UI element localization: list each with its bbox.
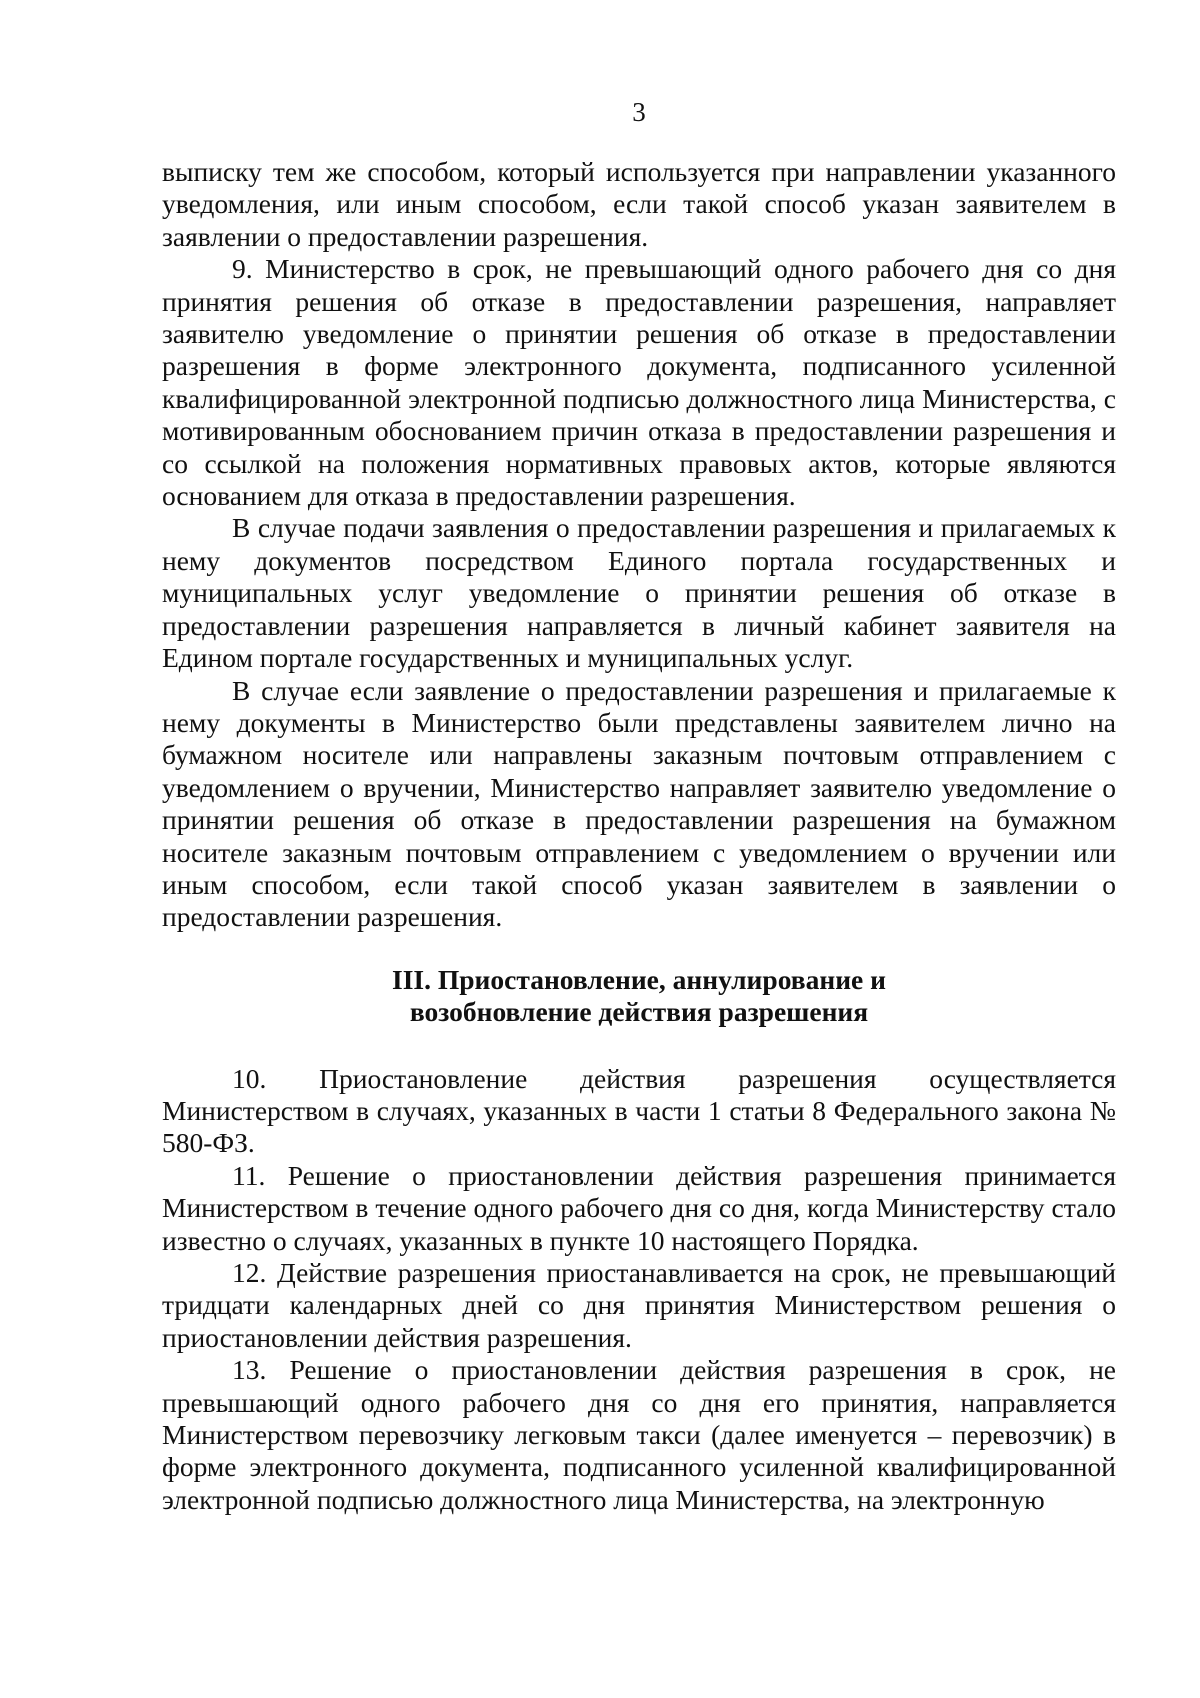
section-heading-line-1: III. Приостановление, аннулирование и bbox=[392, 963, 886, 995]
paragraph-continuation: выписку тем же способом, который используется при направлении указанного уведомления, или иным способом, если такой способ указан заявителем в заявлении о предоставлении разрешения. bbox=[162, 156, 1116, 252]
section-heading-line-2: возобновление действия разрешения bbox=[409, 996, 869, 1028]
paragraph-portal-submission: В случае подачи заявления о предоставлении разрешения и прилагаемых к нему документов посредством Единого портала государственных и муниципальных услуг уведомление о принятии решения об отказе в предоставлении разрешения направляется в личный кабинет заявителя на Едином портале государственных и муниципальных услуг. bbox=[162, 512, 1116, 674]
paragraph-paper-submission: В случае если заявление о предоставлении разрешения и прилагаемые к нему документы в Министерство были представлены заявителем лично на бумажном носителе или направлены заказным почтовым отправлением с уведомлением о вручении, Министерство направляет заявителю уведомление о принятии решения об отказе в предоставлении разрешения на бумажном носителе заказным почтовым отправлением с уведомлением о вручении или иным способом, если такой способ указан заявителем в заявлении о предоставлении разрешения. bbox=[162, 674, 1116, 933]
paragraph-item-11: 11. Решение о приостановлении действия разрешения принимается Министерством в течение одного рабочего дня со дня, когда Министерству стало известно о случаях, указанных в пункте 10 настоящего Порядка. bbox=[162, 1159, 1116, 1256]
paragraph-item-9: 9. Министерство в срок, не превышающий одного рабочего дня со дня принятия решения об отказе в предоставлении разрешения, направляет заявителю уведомление о принятии решения об отказе в предоставлении разрешения в форме электронного документа, подписанного усиленной квалифицированной электронной подписью должностного лица Министерства, с мотивированным обоснованием причин отказа в предоставлении разрешения и со ссылкой на положения нормативных правовых актов, которые являются основанием для отказа в предоставлении разрешения. bbox=[162, 253, 1116, 512]
page-number: 3 bbox=[632, 97, 646, 127]
section-heading bbox=[162, 934, 1116, 1063]
paragraph-item-13: 13. Решение о приостановлении действия разрешения в срок, не превышающий одного рабочего дня со дня его принятия, направляется Министерством перевозчику легковым такси (далее именуется – перевозчик) в форме электронного документа, подписанного усиленной квалифицированной электронной подписью должностного лица Министерства, на электронную bbox=[162, 1354, 1116, 1515]
document-body bbox=[162, 156, 1116, 1516]
paragraph-item-12: 12. Действие разрешения приостанавливается на срок, не превышающий тридцати календарных дней со дня принятия Министерством решения о приостановлении действия разрешения. bbox=[162, 1257, 1116, 1353]
paragraph-item-10: 10. Приостановление действия разрешения осуществляется Министерством в случаях, указанных в части 1 статьи 8 Федерального закона № 580-ФЗ. bbox=[162, 1062, 1116, 1159]
